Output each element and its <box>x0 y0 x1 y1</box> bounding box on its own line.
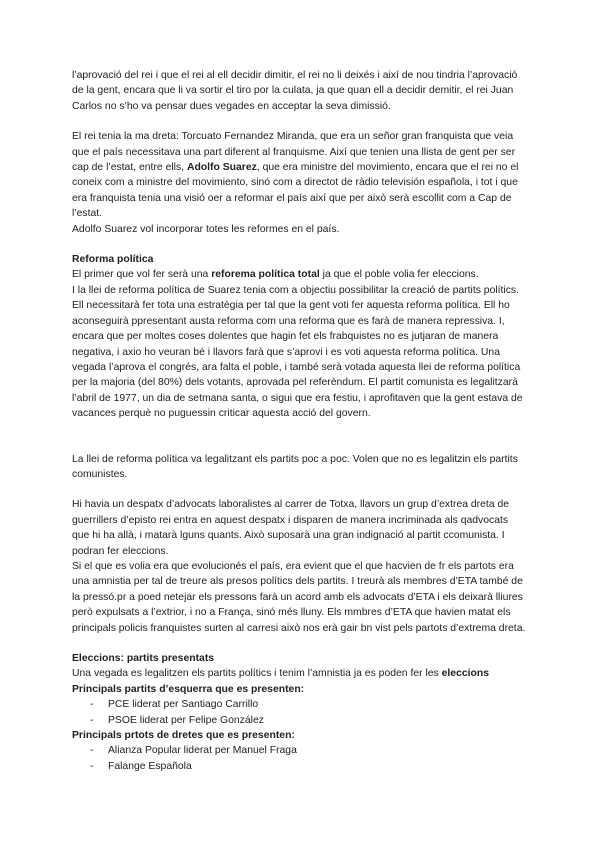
reforma-heading: Reforma política <box>72 254 154 266</box>
reforma-paragraph-1 <box>72 267 528 282</box>
dreta-heading: Principals prtots de dretes que es presenten: <box>72 730 295 742</box>
list-item: - PCE liderat per Santiago Carrillo <box>90 697 528 712</box>
eleccions-paragraph-1-text: Una vegada es legalitzen els partits polítics i tenim l’amnistia ja es poden fer les <box>72 668 442 680</box>
reforma-paragraph-1-text-b: ja que el poble volia fer eleccions. <box>319 269 479 281</box>
paragraph-gap <box>72 114 528 129</box>
legalitzacio-paragraph-2: Hi havia un despatx d’advocats laboralistes al carrer de Totxa, llavors un grup d’extrea dreta de guerrillers d’episto rei entra en aquest despatx i disparen de manera incriminada als qadvocats que hi ha allà, i matarà lguns quants. Això suposarà una gran indignació al partit ccomunista. I podran fer eleccions. <box>72 499 510 557</box>
paragraph-gap-large <box>72 422 528 452</box>
list-item: - Alianza Popular liderat per Manuel Fraga <box>90 743 528 758</box>
reforma-paragraph-2: I la llei de reforma política de Suarez tenia com a objectiu possibilitar la creació de partits polítics. Ell necessitarà fer tota una estratègia per tal que la gent voti fer aquesta reforma política. Ell ho aconseguirà ppresentant austa reforma com una reforma que es farà de manera repressiva. I, encara que per moltes coses dolentes que hagin fet els frabquistes no es jutjaran de manera negativa, i axio ho veuran bé i llavors farà que s’aprovi i es voti aquesta reforma política. Una vegada l’aprova el congrés, ara falta el poble, i també serà votada aquesta llei de reforma política per la majoria (del 80%) dels votants, aprovada pel referèndum. El partit comunista es legalitzarà l’abril de 1977, un dia de setmana santa, o sigui que era festiu, i aprofitaven que la gent estava de vacances perquè no puguessin criticar aquesta acció del govern. <box>72 284 523 420</box>
intro-paragraph-1: l’aprovació del rei i que el rei al ell decidir dimitir, el rei no li deixés i així de nou tindria l’aprovació de la gent, encara que li va sortir el tiro por la culata, ja que quan ell a decidir demitir, el rei Juan Carlos no s’ho va pensar dues vegades en acceptar la seva dimissió. <box>72 70 518 112</box>
intro-paragraph-2-text-a: El rei tenia la ma dreta: Torcuato Fernandez Miranda, que era un señor gran franquista que veia que el país necessitava una part diferent al franquisme. Així que tenien una llista de gent per ser cap de l’estat, entre ells, <box>72 131 516 174</box>
eleccions-heading: Eleccions: partits presentats <box>72 653 215 664</box>
list-item: - Falange Española <box>90 759 528 774</box>
legalitzacio-paragraph-1: La llei de reforma política va legalitzant els partits poc a poc. Volen que no es legalitzin els partits comunistes. <box>72 453 518 480</box>
intro-paragraph-2-text-b: , que era ministre del movimiento, encara que el rei no el coneix com a ministre del movimiento, sinó com a directot de ràdio televisión española, i tot i que era franquista tenia una visió oer a reformar el país així que per això serà escollit com a Cap de l’estat. <box>72 162 519 220</box>
eleccions-bold: eleccions <box>441 668 490 680</box>
dreta-list <box>72 743 528 774</box>
paragraph-gap <box>72 636 528 651</box>
reforma-total-bold: reforema política total <box>211 269 320 281</box>
esquerra-heading: Principals partits d’esquerra que es presenten: <box>72 683 305 695</box>
reforma-paragraph-1-text-a: El primer que vol fer serà una <box>72 269 212 281</box>
esquerra-list <box>72 697 528 728</box>
paragraph-gap <box>72 237 528 252</box>
eleccions-paragraph-1 <box>72 666 528 681</box>
intro-paragraph-3: Adolfo Suarez vol incorporar totes les reformes en el país. <box>72 223 340 235</box>
adolfo-suarez-bold: Adolfo Suarez <box>186 162 257 174</box>
legalitzacio-paragraph-3: Si el que es volia era que evolucionés el país, era evient que el que hacvien de fr els partots era una amnistia per tal de treure als presos polítics dels partits. I treurà als membres d’ETA també de la pressó.pr a poed netejar els pressons farà un acord amb els advocats d’ETA i els deixarà lliures però expulsats a l’extrior, i no a França, sinó més lluny. Els mmbres d’ETA que havien matat els principals policis franquistes surten al carresi això nos erà gair bn vist pels partots d’extrema dreta. <box>72 560 526 634</box>
list-item: - PSOE liderat per Felipe González <box>90 713 528 728</box>
paragraph-gap <box>72 482 528 497</box>
intro-paragraph-2 <box>72 129 528 221</box>
